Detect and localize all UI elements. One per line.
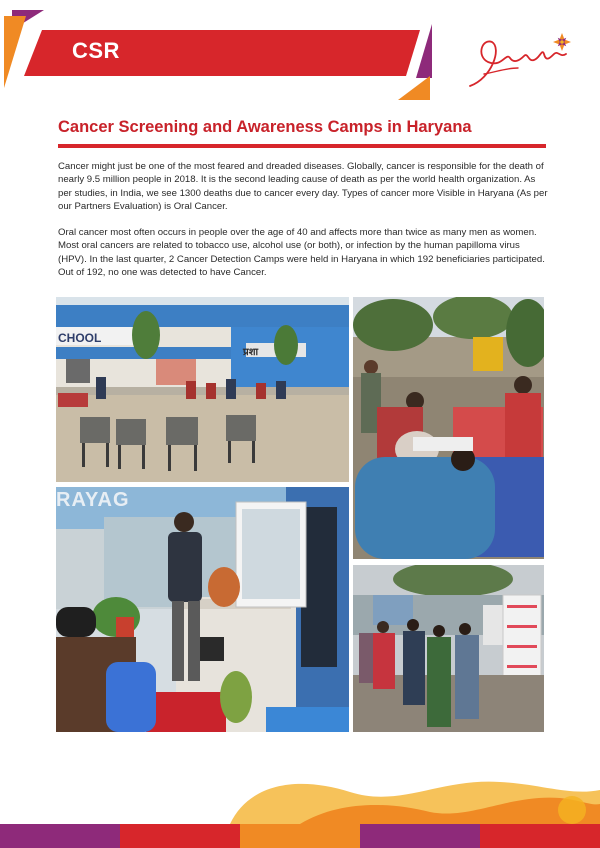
footer-strip-purple-2 — [360, 824, 480, 848]
section-label: CSR — [72, 38, 120, 63]
photo-school-courtyard — [56, 297, 349, 482]
footer-wave-decoration — [0, 772, 600, 824]
sagar-logo — [462, 28, 582, 98]
paragraph-oral-cancer: Oral cancer most often occurs in people over the age of 40 and affects more than twice as many men as women. Most oral cancers are related to tobacco use, alcohol use (or both), or infection by the human papilloma virus (HPV). In the last quarter, 2 Cancer Detection Camps were held in Haryana in which 192 beneficiaries participated. Out of 192, no one was detected to have Cancer. — [58, 227, 545, 279]
footer-strip-orange — [240, 824, 360, 848]
footer-strip-red-2 — [480, 824, 600, 848]
paragraph-intro: Cancer might just be one of the most feared and dreaded diseases. Globally, cancer is responsible for the death of nearly 9.5 million people in 2018. It is the second leading cause of death as per the world health organization. As per studies, in India, we see 1300 deaths due to cancer every day. Types of cancer more Visible in Haryana (As per our Partners Evaluation) is Oral Cancer. — [58, 161, 548, 213]
photo-registration-desk — [56, 487, 349, 732]
photo-outdoor-camp — [353, 565, 544, 732]
article-title: Cancer Screening and Awareness Camps in Haryana — [58, 118, 472, 136]
footer-strip-purple — [0, 824, 120, 848]
hindi-sign: प्रशा — [243, 347, 259, 358]
title-underline — [58, 144, 546, 148]
building-sign: RAYAG — [56, 489, 130, 511]
photo-screening-queue — [353, 297, 544, 559]
footer-strip-red — [120, 824, 240, 848]
school-sign: CHOOL — [58, 331, 102, 345]
